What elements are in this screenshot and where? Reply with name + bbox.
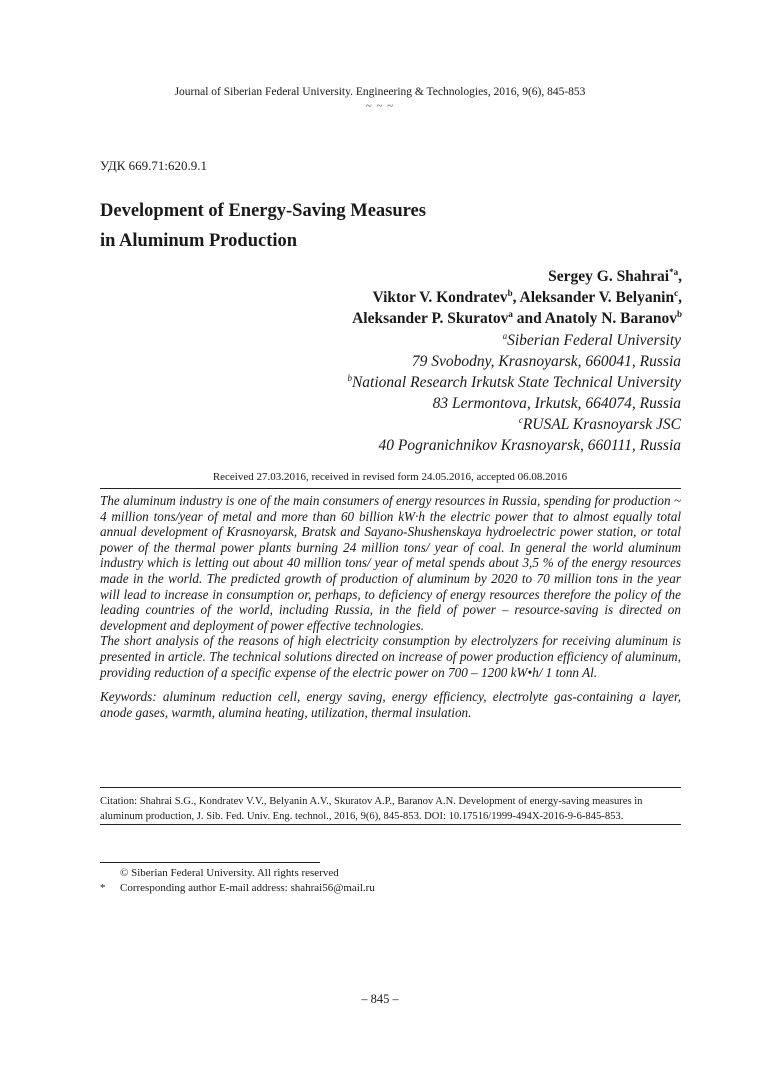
citation: Citation: Shahrai S.G., Kondratev V.V., Belyanin A.V., Skuratov A.P., Baranov A.N. Development of energy-saving measures in aluminum production, J. Sib. Fed. Univ. Eng. technol., 2016, 9(6), 845-853. DOI: 10.17516/1999-494X-2016-9-6-845-853. [100, 796, 643, 822]
journal-header: Journal of Siberian Federal University. Engineering & Technologies, 2016, 9(6), 845-853 [174, 86, 586, 98]
title-line-1: Development of Energy-Saving Measures [100, 201, 426, 221]
abstract [100, 493, 681, 720]
footnotes [100, 866, 375, 896]
author-name: Viktor V. Kondratev [372, 289, 508, 306]
abstract-top-rule [100, 488, 681, 489]
author-line-2: Viktor V. Kondratev$^b$, Aleksander V. Belyanin$^c$, [372, 287, 682, 306]
title-line-2: in Aluminum Production [100, 231, 298, 251]
udk-code: УДК 669.71:620.9.1 [100, 158, 208, 173]
abstract-paragraph-1: The aluminum industry is one of the main consumers of energy resources in Russia, spending for production ~ 4 million tons/year of metal and more than 60 billion kW·h the electric power that to almost equally total annual development of Krasnoyarsk, Bratsk and Sayano-Shushenskaya hydroelectric power station, or total power of the thermal power plants burning 24 million tons/ year of coal. In general the world aluminum industry which is letting out about 40 million tons/ year of metal spends about 3,5 % of the energy resources made in the world. The predicted growth of production of aluminum by 2020 to 70 million tons in the year will lead to increase in consumption or, perhaps, to deficiency of energy resources therefore the policy of the leading countries of the world, including Russia, in the field of power – resource-saving is directed on development and deployment of power effective technologies. [100, 493, 681, 633]
corresponding-footnote: * Corresponding author E-mail address: shahrai56@mail.ru [100, 882, 375, 894]
received-dates: Received 27.03.2016, received in revised form 24.05.2016, accepted 06.08.2016 [212, 471, 568, 483]
author-name: Anatoly N. Baranov [544, 310, 677, 327]
copyright-footnote: © Siberian Federal University. All rights reserved [120, 867, 339, 879]
author-sup: a [508, 308, 513, 319]
author-name: Aleksander P. Skuratov [352, 310, 509, 327]
corresponding-author-email: Corresponding author E-mail address: shahrai56@mail.ru [120, 882, 375, 894]
author-sup: b [676, 308, 682, 319]
author-line-1: Sergey G. Shahrai$^{*a}$, [548, 266, 682, 285]
affiliation-line: $^b$National Research Irkutsk State Technical University [347, 372, 681, 391]
author-sup: b [507, 287, 513, 298]
author-name: Sergey G. Shahrai [548, 268, 670, 285]
page-number: – 845 – [361, 992, 399, 1006]
affiliation-list [347, 330, 681, 456]
author-name: Aleksander V. Belyanin [519, 289, 675, 306]
abstract-paragraph-2: The short analysis of the reasons of high electricity consumption by electrolyzers for receiving aluminum is presented in article. The technical solutions directed on increase of power production efficiency of aluminum, providing reduction of a specific expense of the electric power on 700 – 1200 kW•h/ 1 tonn Al. [100, 633, 681, 680]
keywords: Keywords: aluminum reduction cell, energy saving, energy efficiency, electrolyte gas-containing a layer, anode gases, warmth, alumina heating, utilization, thermal insulation. [100, 689, 681, 720]
footnote-rule [100, 862, 320, 863]
affiliation-line: 83 Lermontova, Irkutsk, 664074, Russia [432, 395, 681, 412]
paper-title [100, 196, 660, 256]
citation-top-rule [100, 787, 681, 788]
affiliation-line: 40 Pogranichnikov Krasnoyarsk, 660111, Russia [378, 437, 681, 454]
author-sup: *a [669, 266, 679, 277]
affiliation-line: $^c$RUSAL Krasnoyarsk JSC [518, 414, 681, 433]
author-line-3: Aleksander P. Skuratov$^a$ and Anatoly N. Baranov$^b$ [352, 308, 682, 327]
affiliation-line: $^a$Siberian Federal University [502, 330, 681, 349]
header-separator: ~ ~ ~ [365, 100, 395, 112]
citation-bottom-rule [100, 824, 681, 825]
author-list [352, 266, 682, 329]
author-sup: c [674, 287, 679, 298]
affiliation-line: 79 Svobodny, Krasnoyarsk, 660041, Russia [411, 353, 681, 370]
